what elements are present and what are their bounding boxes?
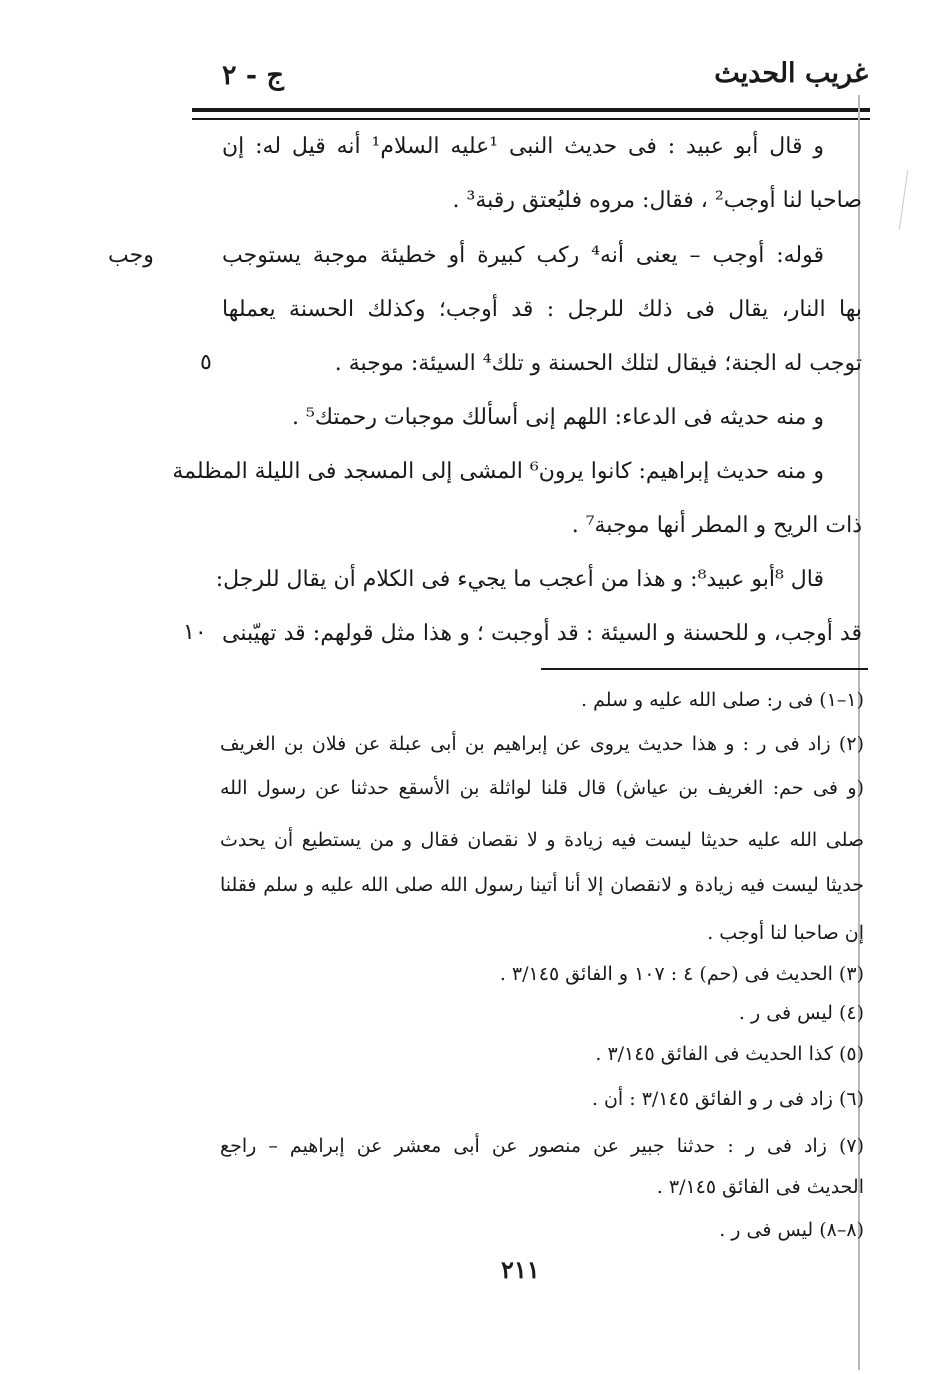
text-line: صاحبا لنا أوجب² ، فقال: مروه فليُعتق رقبة³ .	[452, 188, 862, 213]
footnote-line: (٢) زاد فى ر : و هذا حديث يروى عن إبراهيم بن أبى عبلة عن فلان بن الغريف	[220, 733, 864, 755]
footnote-line: صلى الله عليه حديثا ليست فيه زيادة و لا نقصان فقال و من يستطيع أن يحدث	[220, 829, 864, 851]
footnote-line: (٨–٨) ليس فى ر .	[719, 1219, 864, 1241]
text-line: و منه حديث إبراهيم: كانوا يرون⁶ المشى إلى المسجد فى الليلة المظلمة	[172, 459, 824, 484]
footnote-line: (٣) الحديث فى (حم) ٤ : ١٠٧ و الفائق ٣/١٤٥ .	[499, 963, 864, 985]
footnote-rule	[541, 668, 868, 670]
text-line: ذات الريح و المطر أنها موجبة⁷ .	[571, 513, 862, 538]
text-line: و منه حديثه فى الدعاء: اللهم إنى أسألك موجبات رحمتك⁵ .	[292, 405, 824, 430]
margin-line-number-5: ٥	[200, 350, 212, 375]
footnote-line: (٧) زاد فى ر : حدثنا جبير عن منصور عن أبى معشر عن إبراهيم – راجع	[220, 1135, 864, 1157]
page-number: ٢١١	[501, 1255, 540, 1284]
running-header-volume: ج - ٢	[222, 60, 284, 91]
margin-keyword: وجب	[108, 243, 154, 268]
text-line: قال ⁸أبو عبيد⁸: و هذا من أعجب ما يجيء فى الكلام أن يقال للرجل:	[215, 567, 824, 592]
footnote-line: (٦) زاد فى ر و الفائق ٣/١٤٥ : أن .	[591, 1088, 864, 1110]
margin-line-number-10: ١٠	[183, 620, 207, 645]
text-line: و قال أبو عبيد : فى حديث النبى ¹عليه السلام¹ أنه قيل له: إن	[222, 134, 824, 159]
header-rule-thick	[192, 108, 870, 112]
text-line: قد أوجب، و للحسنة و السيئة : قد أوجبت ؛ و هذا مثل قولهم: قد تهيّبنى	[222, 621, 862, 646]
footnote-line: الحديث فى الفائق ٣/١٤٥ .	[656, 1176, 864, 1198]
margin-pencil-mark	[899, 170, 908, 230]
footnote-line: (٥) كذا الحديث فى الفائق ٣/١٤٥ .	[595, 1043, 864, 1065]
footnote-line: إن صاحبا لنا أوجب .	[707, 922, 864, 944]
text-line: بها النار، يقال فى ذلك للرجل : قد أوجب؛ وكذلك الحسنة يعملها	[222, 297, 862, 322]
footnote-line: (٤) ليس فى ر .	[738, 1002, 864, 1024]
running-header-title: غريب الحديث	[714, 58, 868, 89]
header-rule-thin	[192, 118, 870, 120]
text-line: توجب له الجنة؛ فيقال لتلك الحسنة و تلك⁴ السيئة: موجبة .	[334, 351, 862, 376]
text-line: قوله: أوجب – يعنى أنه⁴ ركب كبيرة أو خطيئة موجبة يستوجب	[222, 243, 825, 268]
footnote-line: حديثا ليست فيه زيادة و لانقصان إلا أنا أتينا رسول الله صلى الله عليه و سلم فقلنا	[220, 874, 864, 896]
footnote-line: (١–١) فى ر: صلى الله عليه و سلم .	[580, 689, 864, 711]
footnote-line: (و فى حم: الغريف بن عياش) قال قلنا لواثلة بن الأسقع حدثنا عن رسول الله	[220, 777, 864, 799]
